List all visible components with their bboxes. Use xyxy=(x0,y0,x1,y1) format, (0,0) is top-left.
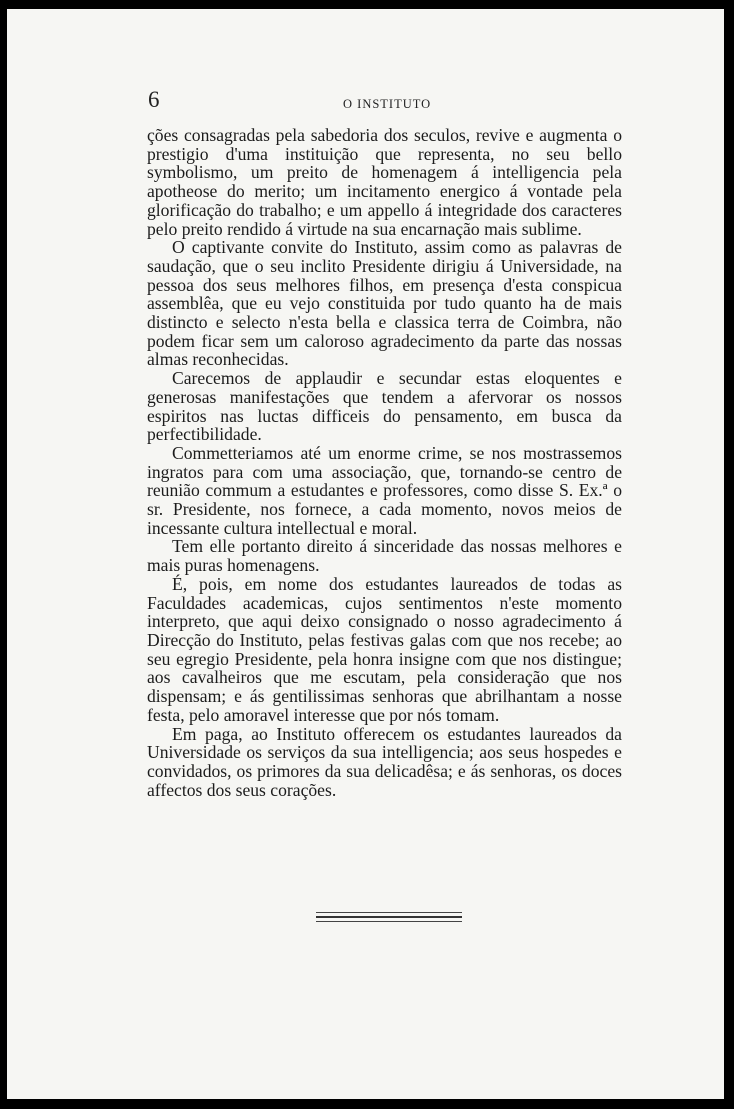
paragraph-continued: ções consagradas pela sabedoria dos seculos, revive e augmenta o prestigio d'uma instituição que representa, no seu bello symbolismo, um preito de homenagem á intelligencia pela apotheose do merito; um incitamento energico á vontade pela glorificação do trabalho; e um appello á integridade dos caracteres pelo preito rendido á virtude na sua encarnação mais sublime. xyxy=(147,125,622,239)
paragraph: O captivante convite do Instituto, assim como as palavras de saudação, que o seu inclito Presidente dirigiu á Universidade, na pessoa dos seus melhores filhos, em presença d'esta conspicua assemblêa, que eu vejo constituida por tudo quanto ha de mais distincto e selecto n'esta bella e classica terra de Coimbra, não podem ficar sem um caloroso agradecimento da parte das nossas almas reconhecidas. xyxy=(147,237,622,370)
paragraph: Carecemos de applaudir e secundar estas eloquentes e generosas manifestações que tendem a afervorar os nossos espiritos nas luctas difficeis do pensamento, em busca da perfectibilidade. xyxy=(147,368,622,445)
body-text xyxy=(147,126,622,799)
page-header xyxy=(148,87,628,117)
page-number: 6 xyxy=(148,87,160,112)
paragraph: Commetteriamos até um enorme crime, se nos mostrassemos ingratos para com uma associação, que, tornando-se centro de reunião commum a estudantes e professores, como disse S. Ex.ª o sr. Presidente, nos fornece, a cada momento, novos meios de incessante cultura intellectual e moral. xyxy=(147,442,622,538)
paragraph: Em paga, ao Instituto offerecem os estudantes laureados da Universidade os serviços da sua intelligencia; aos seus hospedes e convidados, os primores da sua delicadêsa; e ás senhoras, os doces affectos dos seus corações. xyxy=(147,723,622,800)
closing-ornament-rule xyxy=(316,912,462,925)
running-head: O INSTITUTO xyxy=(343,97,432,111)
paragraph: É, pois, em nome dos estudantes laureados de todas as Faculdades academicas, cujos sentimentos n'este momento interpreto, que aqui deixo consignado o nosso agradecimento á Direcção do Instituto, pelas festivas galas com que nos recebe; ao seu egregio Presidente, pela honra insigne com que nos distingue; aos cavalheiros que me escutam, pela consideração que nos dispensam; e ás gentilissimas senhoras que abrilhantam a nosse festa, pelo amoravel interesse que por nós tomam. xyxy=(147,573,622,725)
paragraph: Tem elle portanto direito á sinceridade das nossas melhores e mais puras homenagens. xyxy=(147,536,622,576)
